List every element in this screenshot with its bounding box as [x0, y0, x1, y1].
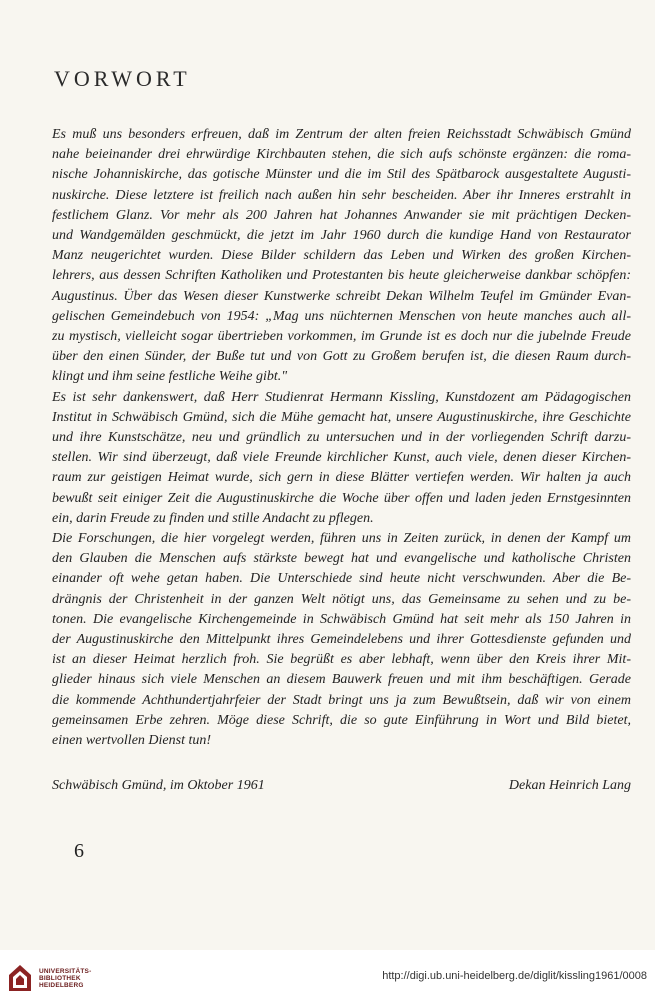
- text-line: ist an dieser Heimat herzlich froh. Sie begrüßt es aber lebhaft, wenn über den Kreis ihrer Mit-: [52, 652, 631, 668]
- library-logo[interactable]: [7, 962, 127, 994]
- text-line: und ihre Kunstschätze, neu und gründlich zu untersuchen und in der vorliegenden Schrift darzu-: [52, 430, 631, 446]
- logo-line-2: BIBLIOTHEK: [39, 974, 81, 982]
- library-logo-icon: [7, 963, 33, 993]
- text-line: glieder hinaus sich viele Menschen an diesem Bauwerk freuen und mit ihm beschäftigen. Gerade: [52, 672, 631, 688]
- text-line: festlichem Glanz. Vor mehr als 200 Jahren hat Johannes Anwander sie mit prächtigen Decken-: [52, 207, 631, 223]
- place-date: Schwäbisch Gmünd, im Oktober 1961: [52, 778, 265, 793]
- text-line: Es muß uns besonders erfreuen, daß im Zentrum der alten freien Reichsstadt Schwäbisch Gmünd: [52, 127, 631, 142]
- text-line: einander oft wehe getan haben. Die Unterschiede sind heute nicht verschwunden. Aber die Be-: [52, 571, 631, 587]
- text-line: nahe beieinander drei ehrwürdige Kirchbauten stehen, die sich aufs schönste ergänzen: die roma-: [52, 147, 631, 163]
- text-line: über den einen Sünder, der Buße tut und von Gott zu Großem berufen ist, die diesen Raum durch-: [52, 349, 631, 365]
- text-line: Institut in Schwäbisch Gmünd, sich die Mühe gemacht hat, unsere Augustinuskirche, ihre Geschichte: [52, 409, 631, 425]
- text-line: raum zur geistigen Heimat wurde, sich gern in diese Blätter vertiefen werden. Wir halten ja auch: [52, 470, 631, 486]
- text-line: Es ist sehr dankenswert, daß Herr Studienrat Hermann Kissling, Kunstdozent am Pädagogischen: [52, 389, 631, 405]
- text-line: gelischen Gemeindebuch von 1954: „Mag uns nüchternen Menschen von heute manches auch all-: [52, 308, 631, 324]
- text-line: Manz neugerichtet wurden. Diese Bilder schildern das Leben und Wirken des großen Kirchen-: [52, 248, 631, 264]
- text-line: nuskirche. Diese letztere ist freilich nach außen hin sehr bescheiden. Aber ihr Inneres erstrahlt in: [52, 187, 631, 203]
- text-line: gemeinsamen Erbe zehren. Möge diese Schrift, die so gute Einführung in Wort und Bild bietet,: [52, 712, 631, 728]
- page-heading: VORWORT: [54, 66, 191, 91]
- text-line: drängnis der Christenheit in der ganzen Welt nötigt uns, das Gemeinsame zu sehen und zu be-: [52, 591, 631, 607]
- text-line: klingt und ihm seine festliche Weihe gibt.": [52, 369, 288, 385]
- logo-line-3: HEIDELBERG: [39, 981, 84, 989]
- text-line: tonen. Die evangelische Kirchengemeinde in Schwäbisch Gmünd hat seit mehr als 150 Jahren in: [52, 611, 631, 627]
- signature-row: [52, 778, 631, 794]
- text-line: und Wandgemälden geschmückt, die jetzt im Jahr 1960 durch die kundige Hand von Restaurator: [52, 228, 631, 244]
- author-name: Dekan Heinrich Lang: [508, 778, 631, 793]
- text-line: zu mystisch, vielleicht sogar übertrieben vorkommen, im Grunde ist es doch nur die jubelnde Freude: [52, 329, 631, 345]
- page-number: 6: [74, 840, 84, 862]
- text-line: lehrers, aus dessen Schriften Katholiken und Protestanten bis heute gleicherweise dankbar schöpfen:: [52, 268, 631, 284]
- text-line: der Augustinuskirche den Mittelpunkt ihres Gemeindelebens und ihrer Gottesdienste gefunden und: [52, 632, 631, 648]
- source-url-link[interactable]: http://digi.ub.uni-heidelberg.de/diglit/kissling1961/0008: [382, 970, 647, 982]
- text-line: nische Johanniskirche, das gotische Münster und die im Stil des Spätbarock ausgestaltete Augusti-: [52, 167, 631, 183]
- text-line: stellen. Wir sind überzeugt, daß viele Freunde kirchlicher Kunst, auch viele, denen dieser Kirchen-: [52, 450, 631, 466]
- text-line: bewußt seit einiger Zeit die Augustinuskirche die Woche über offen und laden jeden Ernstgesinnten: [52, 490, 631, 506]
- text-line: einen wertvollen Dienst tun!: [52, 733, 212, 749]
- footer-bar: [0, 950, 655, 1002]
- text-line: den Glauben die Menschen aufs stärkste bewegt hat und evangelische und katholische Christen: [52, 551, 631, 567]
- text-line: ein, darin Freude zu finden und stille Andacht zu pflegen.: [52, 510, 374, 526]
- text-line: die kommende Achthundertjahrfeier der Stadt bringt uns ja zum Bewußtsein, daß wir von einem: [52, 692, 631, 708]
- text-line: Augustinus. Über das Wesen dieser Kunstwerke schreibt Dekan Wilhelm Teufel im Gmünder Evan-: [52, 288, 631, 304]
- logo-line-1: UNIVERSITÄTS-: [39, 967, 92, 975]
- text-line: Die Forschungen, die hier vorgelegt werden, führen uns in Zeiten zurück, in denen der Kampf um: [52, 531, 631, 547]
- foreword-text: [52, 125, 631, 751]
